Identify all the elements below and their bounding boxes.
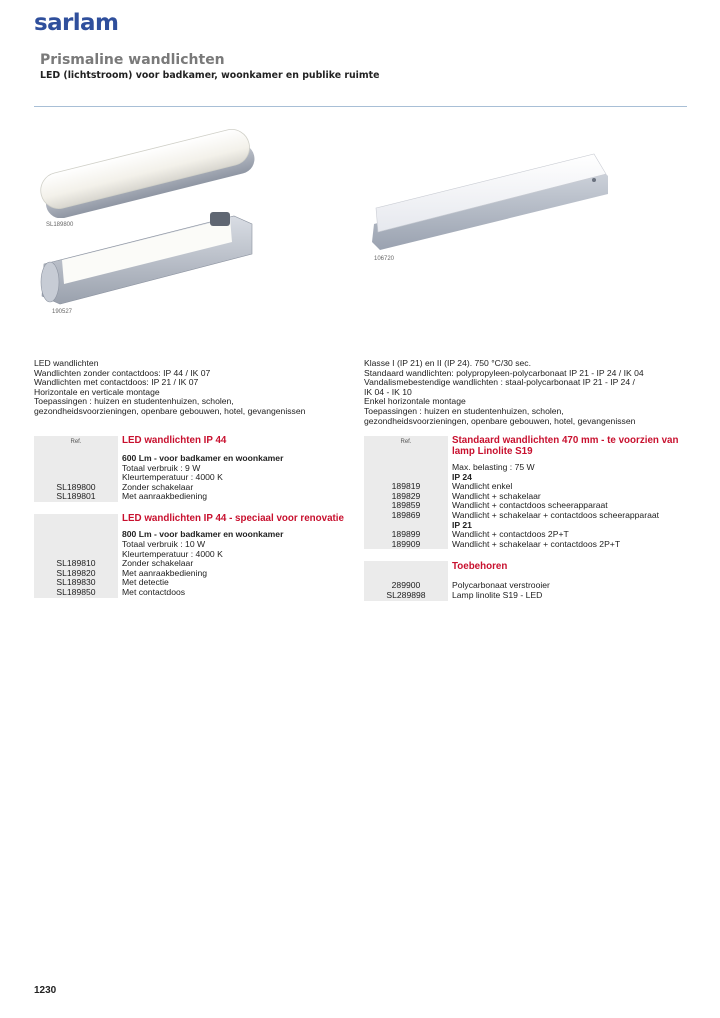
left-product-tables xyxy=(34,436,356,598)
desc-cell: Wandlicht + schakelaar xyxy=(452,490,541,501)
left-description xyxy=(34,359,305,417)
ref-cell: SL189830 xyxy=(34,578,118,588)
spec-row xyxy=(364,463,686,473)
ref-cell: 289900 xyxy=(364,581,448,591)
product-image-190527 xyxy=(34,204,264,308)
table-title: LED wandlichten IP 44 xyxy=(122,435,227,446)
ref-cell: 189829 xyxy=(364,492,448,502)
product-image-106720 xyxy=(368,146,618,256)
table-title: Standaard wandlichten 470 mm - te voorzien van lamp Linolite S19 xyxy=(452,435,679,457)
table-header xyxy=(364,561,686,581)
right-product-tables xyxy=(364,436,686,601)
desc-cell: Met aanraakbediening xyxy=(122,567,208,578)
desc-line: Toepassingen : huizen en studentenhuizen, scholen, xyxy=(34,396,234,407)
ref-column-label: Ref. xyxy=(34,436,118,448)
ref-cell: 189819 xyxy=(364,482,448,492)
table-header xyxy=(34,514,356,525)
right-description xyxy=(364,359,644,426)
desc-cell: Wandlicht enkel xyxy=(452,481,513,492)
desc-line: Toepassingen : huizen en studentenhuizen, scholen, xyxy=(364,405,564,416)
desc-line: Horizontale en verticale montage xyxy=(34,386,160,397)
image-caption: 106720 xyxy=(374,256,395,262)
desc-cell: Zonder schakelaar xyxy=(122,481,194,492)
page-subtitle: LED (lichtstroom) voor badkamer, woonkamer en publike ruimte xyxy=(40,70,380,81)
desc-line: Vandalismebestendige wandlichten : staal-polycarbonaat IP 21 - IP 24 / xyxy=(364,377,635,388)
table-row xyxy=(364,591,686,601)
desc-line: Standaard wandlichten: polypropyleen-polycarbonaat IP 21 - IP 24 / IK 04 xyxy=(364,367,644,378)
desc-cell: Wandlicht + contactdoos 2P+T xyxy=(452,529,569,540)
desc-line: Klasse I (IP 21) en II (IP 24). 750 °C/30 sec. xyxy=(364,358,531,368)
ref-cell: SL189801 xyxy=(34,492,118,502)
desc-line: gezondheidsvoorzieningen, openbare gebouwen, hotel, gevangenissen xyxy=(34,405,306,416)
table-row xyxy=(34,492,356,502)
ref-cell: 189869 xyxy=(364,511,448,521)
ref-cell: SL189820 xyxy=(34,569,118,579)
desc-line: Wandlichten met contactdoos: IP 21 / IK 07 xyxy=(34,377,199,388)
table-header xyxy=(34,436,356,448)
table-heading: 600 Lm - voor badkamer en woonkamer xyxy=(122,453,284,463)
spec-text: Totaal verbruik : 9 W xyxy=(122,462,201,473)
desc-line: LED wandlichten xyxy=(34,358,99,368)
desc-cell: Wandlicht + schakelaar + contactdoos 2P+T xyxy=(452,538,621,549)
desc-cell: Lamp linolite S19 - LED xyxy=(452,589,543,600)
ref-column-label: Ref. xyxy=(364,436,448,457)
table-row xyxy=(34,588,356,598)
table-row xyxy=(364,511,686,521)
group-label: IP 24 xyxy=(452,471,472,482)
desc-line: gezondheidsvoorzieningen, openbare gebouwen, hotel, gevangenissen xyxy=(364,415,636,426)
desc-line: IK 04 - IK 10 xyxy=(364,386,412,397)
ref-cell: SL189850 xyxy=(34,588,118,598)
table-gap xyxy=(364,549,686,561)
spec-text: Kleurtemperatuur : 4000 K xyxy=(122,548,223,559)
desc-line: Wandlichten zonder contactdoos: IP 44 / IK 07 xyxy=(34,367,211,378)
group-label: IP 21 xyxy=(452,519,472,530)
ref-cell: SL189810 xyxy=(34,559,118,569)
desc-cell: Met detectie xyxy=(122,577,169,588)
brand-logo: sarlam xyxy=(34,10,119,36)
ref-cell: 189899 xyxy=(364,530,448,540)
spec-text: Kleurtemperatuur : 4000 K xyxy=(122,472,223,483)
ref-cell: SL289898 xyxy=(364,591,448,601)
ref-cell: 189859 xyxy=(364,501,448,511)
desc-cell: Met contactdoos xyxy=(122,587,186,598)
desc-cell: Wandlicht + schakelaar + contactdoos scheerapparaat xyxy=(452,509,660,520)
desc-cell: Wandlicht + contactdoos scheerapparaat xyxy=(452,500,608,511)
page-number: 1230 xyxy=(34,985,57,996)
table-heading: 800 Lm - voor badkamer en woonkamer xyxy=(122,529,284,540)
ref-cell: 189909 xyxy=(364,540,448,550)
desc-cell: Polycarbonaat verstrooier xyxy=(452,580,550,591)
table-title: Toebehoren xyxy=(452,561,508,573)
spec-text: Max. belasting : 75 W xyxy=(452,462,535,472)
image-caption: SL189800 xyxy=(46,222,74,228)
product-image-sl189800 xyxy=(34,118,264,218)
desc-cell: Met aanraakbediening xyxy=(122,491,208,502)
spec-text: Totaal verbruik : 10 W xyxy=(122,539,206,550)
table-header xyxy=(364,436,686,457)
header-divider xyxy=(34,106,687,107)
desc-cell: Zonder schakelaar xyxy=(122,558,194,569)
desc-line: Enkel horizontale montage xyxy=(364,396,466,407)
table-row xyxy=(364,540,686,550)
table-title: LED wandlichten IP 44 - speciaal voor renovatie xyxy=(122,512,344,524)
page-title: Prismaline wandlichten xyxy=(40,52,225,68)
image-caption: 190527 xyxy=(52,309,73,315)
ref-cell: SL189800 xyxy=(34,483,118,493)
